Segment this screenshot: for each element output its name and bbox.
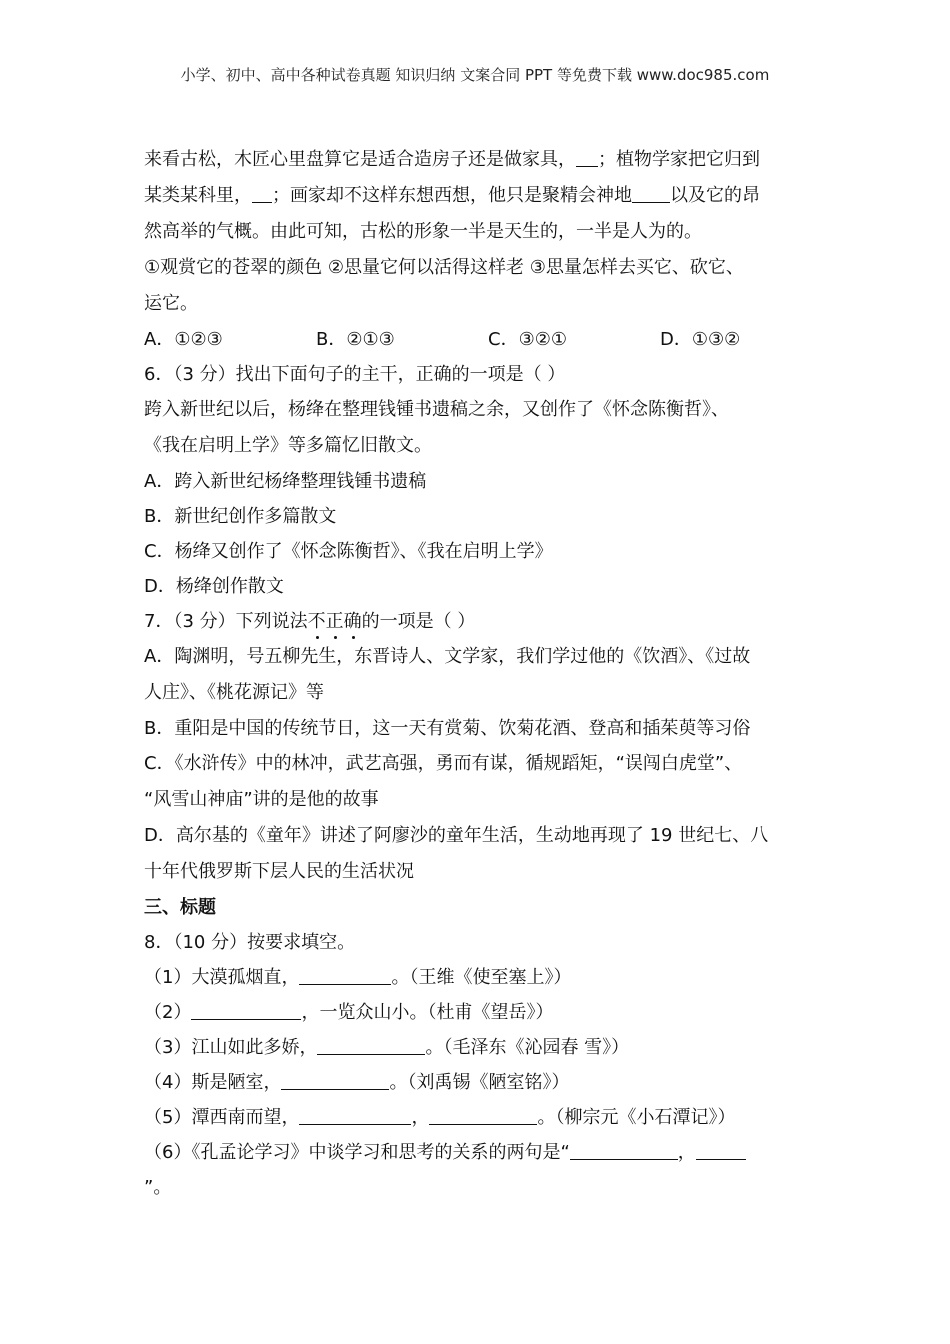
answer-blank[interactable]	[191, 1001, 301, 1020]
q8-item-2: （2） ，一览众山小。（杜甫《望岳》）	[144, 1002, 554, 1023]
section-title: 三、标题	[144, 897, 216, 918]
emphasis-char: 确	[344, 604, 362, 639]
q7-stem: 7．（3 分）下列说法不正确的一项是（ ）	[144, 604, 812, 639]
q5-options	[144, 322, 812, 357]
answer-blank[interactable]	[576, 148, 598, 167]
option-c[interactable]: C．③②①	[488, 329, 567, 350]
option-a[interactable]: A．①②③	[144, 329, 223, 350]
q7-option-c-line-2[interactable]: “风雪山神庙”讲的是他的故事	[144, 789, 379, 810]
page-header: 小学、初中、高中各种试卷真题 知识归纳 文案合同 PPT 等免费下载 www.doc985.com	[180, 66, 770, 84]
answer-blank[interactable]	[429, 1106, 537, 1125]
q7-option-d-line-1[interactable]: D．高尔基的《童年》讲述了阿廖沙的童年生活，生动地再现了 19 世纪七、八	[144, 825, 769, 846]
q8-item-4: （4）斯是陋室， 。（刘禹锡《陋室铭》）	[144, 1072, 570, 1093]
answer-blank[interactable]	[696, 1141, 746, 1160]
q8-item-6-line-2: ”。	[144, 1177, 172, 1198]
answer-blank[interactable]	[570, 1141, 678, 1160]
answer-blank[interactable]	[632, 184, 670, 203]
option-d[interactable]: D．①③②	[660, 329, 741, 350]
option-b[interactable]: B．②①③	[316, 329, 395, 350]
passage-line-3: 然高举的气概。由此可知，古松的形象一半是天生的，一半是人为的。	[144, 221, 702, 242]
answer-blank[interactable]	[252, 184, 272, 203]
passage-line-2: 某类某科里， ；画家却不这样东想西想，他只是聚精会神地 以及它的昂	[144, 185, 760, 206]
q8-stem: 8．（10 分）按要求填空。	[144, 932, 356, 953]
q6-sentence-line-2: 《我在启明上学》等多篇忆旧散文。	[144, 435, 432, 456]
answer-blank[interactable]	[317, 1036, 425, 1055]
q6-option-a[interactable]: A．跨入新世纪杨绛整理钱锺书遗稿	[144, 471, 427, 492]
emphasis-char: 正	[326, 604, 344, 639]
passage-line-5: 运它。	[144, 293, 198, 314]
emphasis-char: 不	[308, 604, 326, 639]
q7-option-d-line-2[interactable]: 十年代俄罗斯下层人民的生活状况	[144, 861, 414, 882]
q8-item-3: （3）江山如此多娇， 。（毛泽东《沁园春 雪》）	[144, 1037, 630, 1058]
q6-option-c[interactable]: C．杨绛又创作了《怀念陈衡哲》、《我在启明上学》	[144, 541, 553, 562]
passage-line-4: ①观赏它的苍翠的颜色 ②思量它何以活得这样老 ③思量怎样去买它、砍它、	[144, 257, 744, 278]
passage-line-1: 来看古松，木匠心里盘算它是适合造房子还是做家具， ；植物学家把它归到	[144, 149, 760, 170]
exam-content	[144, 142, 812, 1205]
q7-option-a-line-1[interactable]: A．陶渊明，号五柳先生，东晋诗人、文学家，我们学过他的《饮酒》、《过故	[144, 646, 751, 667]
q8-item-5: （5）潭西南而望， ， 。（柳宗元《小石潭记》）	[144, 1107, 736, 1128]
q6-option-b[interactable]: B．新世纪创作多篇散文	[144, 506, 337, 527]
answer-blank[interactable]	[281, 1071, 389, 1090]
q8-item-1: （1）大漠孤烟直， 。（王维《使至塞上》）	[144, 967, 572, 988]
q6-option-d[interactable]: D．杨绛创作散文	[144, 576, 284, 597]
q6-stem: 6．（3 分）找出下面句子的主干，正确的一项是（ ）	[144, 364, 566, 385]
q8-item-6-line-1: （6）《孔孟论学习》中谈学习和思考的关系的两句是“ ，	[144, 1135, 812, 1170]
q7-option-b[interactable]: B．重阳是中国的传统节日，这一天有赏菊、饮菊花酒、登高和插茱萸等习俗	[144, 718, 751, 739]
q6-sentence-line-1: 跨入新世纪以后，杨绛在整理钱锺书遗稿之余，又创作了《怀念陈衡哲》、	[144, 399, 729, 420]
q7-option-c-line-1[interactable]: C．《水浒传》中的林冲，武艺高强，勇而有谋，循规蹈矩，“误闯白虎堂”、	[144, 753, 743, 774]
answer-blank[interactable]	[299, 1106, 411, 1125]
q7-option-a-line-2[interactable]: 人庄》、《桃花源记》等	[144, 682, 324, 703]
answer-blank[interactable]	[299, 966, 391, 985]
